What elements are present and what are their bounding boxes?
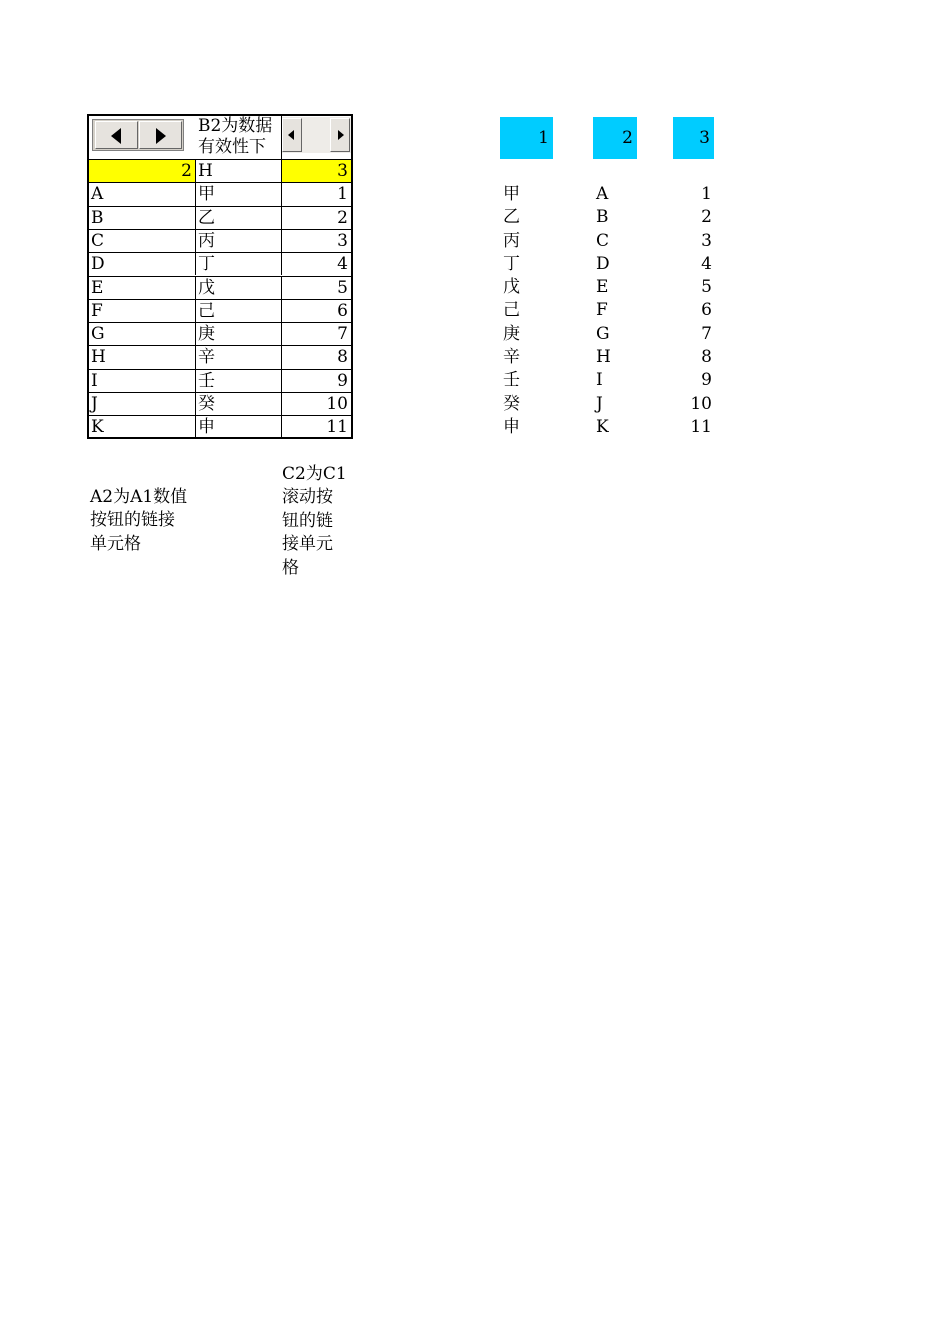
cell-a2[interactable]: 2: [89, 160, 196, 182]
list-item[interactable]: J: [596, 393, 603, 414]
scroll-left-button[interactable]: [282, 118, 302, 152]
list-item[interactable]: 申: [503, 416, 520, 437]
list-item[interactable]: 8: [701, 347, 712, 368]
list-item[interactable]: 庚: [503, 323, 520, 344]
linked-cells-grid: [87, 114, 353, 439]
cell-letter[interactable]: J: [89, 393, 196, 415]
cell-number[interactable]: 9: [337, 370, 348, 391]
cell-number[interactable]: 10: [326, 394, 348, 414]
table-row: [89, 229, 351, 252]
list-item[interactable]: D: [596, 253, 610, 274]
list-item[interactable]: G: [596, 323, 610, 344]
cell-letter[interactable]: K: [89, 416, 196, 438]
cell-number[interactable]: 5: [337, 277, 348, 298]
list-item[interactable]: C: [596, 230, 610, 251]
row-2: [89, 159, 351, 182]
cell-stem[interactable]: 丙: [196, 230, 282, 252]
cell-number[interactable]: 11: [326, 417, 348, 438]
list-item[interactable]: 4: [701, 253, 712, 274]
list-item[interactable]: 7: [701, 323, 712, 344]
list-item[interactable]: 3: [701, 230, 712, 251]
list-item[interactable]: B: [596, 207, 609, 228]
cell-number[interactable]: 4: [337, 254, 348, 275]
list-item[interactable]: 壬: [503, 370, 520, 391]
list-item[interactable]: 癸: [503, 393, 520, 414]
cell-stem[interactable]: 己: [196, 300, 282, 322]
a2-link-note: [90, 486, 187, 556]
header-cell-3[interactable]: 3: [673, 117, 714, 159]
note-line: C2为C1: [282, 464, 347, 484]
cell-letter[interactable]: C: [89, 230, 196, 252]
list-item[interactable]: 己: [503, 300, 520, 321]
cell-stem[interactable]: 戊: [196, 277, 282, 299]
cell-letter[interactable]: A: [89, 183, 196, 205]
table-row: [89, 369, 351, 392]
cell-stem[interactable]: 甲: [196, 183, 282, 205]
table-row: [89, 206, 351, 229]
cell-number[interactable]: 8: [337, 347, 348, 368]
cell-number[interactable]: 3: [337, 230, 348, 251]
table-row: [89, 392, 351, 415]
list-item[interactable]: 6: [701, 300, 712, 321]
cell-stem[interactable]: 癸: [196, 393, 282, 415]
list-item[interactable]: 甲: [503, 184, 520, 204]
note-line: A2为A1数值: [90, 487, 188, 507]
cell-letter[interactable]: H: [89, 346, 196, 368]
list-item[interactable]: 丙: [503, 230, 520, 251]
list-item[interactable]: 5: [701, 277, 712, 298]
list-item[interactable]: E: [596, 277, 609, 298]
spin-button-control[interactable]: [92, 119, 184, 151]
list-item[interactable]: 11: [690, 416, 712, 437]
scroll-right-arrow-icon: [338, 130, 344, 140]
spin-increment-button[interactable]: [139, 121, 182, 149]
cell-stem[interactable]: 乙: [196, 207, 282, 229]
table-row: [89, 299, 351, 322]
cell-stem[interactable]: 申: [196, 416, 282, 438]
cell-letter[interactable]: D: [89, 253, 196, 275]
table-row: [89, 345, 351, 368]
header-cell-1[interactable]: 1: [500, 117, 553, 159]
cell-number[interactable]: 6: [337, 300, 348, 321]
list-item[interactable]: A: [596, 184, 609, 204]
list-item[interactable]: 丁: [503, 253, 520, 274]
c2-link-note: [282, 463, 347, 580]
list-item[interactable]: 戊: [503, 277, 520, 298]
cell-b2-dropdown[interactable]: H: [196, 160, 282, 182]
list-item[interactable]: 1: [701, 184, 712, 204]
cell-letter[interactable]: I: [89, 370, 196, 392]
cell-c2[interactable]: 3: [282, 160, 351, 182]
list-item[interactable]: 10: [690, 393, 712, 414]
note-line: 单元格: [90, 533, 141, 554]
cell-stem[interactable]: 辛: [196, 346, 282, 368]
list-item[interactable]: 2: [701, 207, 712, 228]
list-item[interactable]: I: [596, 370, 603, 391]
list-item[interactable]: H: [596, 347, 611, 368]
cell-stem[interactable]: 壬: [196, 370, 282, 392]
table-row: [89, 415, 351, 438]
stem-column: [503, 183, 520, 439]
cell-number[interactable]: 2: [337, 207, 348, 228]
table-row: [89, 322, 351, 345]
cell-letter[interactable]: E: [89, 277, 196, 299]
note-line: 钮的链: [282, 510, 333, 531]
list-item[interactable]: 辛: [503, 347, 520, 368]
letter-column: [596, 183, 611, 439]
table-row: [89, 276, 351, 299]
cell-letter[interactable]: G: [89, 323, 196, 345]
scrollbar-control[interactable]: [282, 117, 351, 153]
cell-number[interactable]: 7: [337, 324, 348, 345]
triangle-left-icon: [111, 128, 121, 144]
cell-letter[interactable]: F: [89, 300, 196, 322]
header-cell-2[interactable]: 2: [593, 117, 637, 159]
list-item[interactable]: F: [596, 300, 608, 321]
cell-b1-note[interactable]: B2为数据有效性下: [196, 116, 282, 159]
cell-letter[interactable]: B: [89, 207, 196, 229]
list-item[interactable]: K: [596, 416, 609, 437]
note-line: 格: [282, 557, 299, 578]
list-item[interactable]: 乙: [503, 207, 520, 228]
table-row: [89, 182, 351, 205]
note-line: 滚动按: [282, 487, 333, 508]
cell-stem[interactable]: 丁: [196, 253, 282, 275]
cell-number[interactable]: 1: [337, 184, 348, 205]
cell-stem[interactable]: 庚: [196, 323, 282, 345]
note-line: 接单元: [282, 534, 333, 555]
note-line: 按钮的链接: [90, 510, 175, 531]
scroll-left-arrow-icon: [288, 130, 294, 140]
spin-decrement-button[interactable]: [95, 121, 138, 149]
number-column: [673, 183, 712, 439]
triangle-right-icon: [156, 128, 166, 144]
scroll-right-button[interactable]: [330, 118, 350, 152]
table-row: [89, 252, 351, 275]
list-item[interactable]: 9: [701, 370, 712, 391]
